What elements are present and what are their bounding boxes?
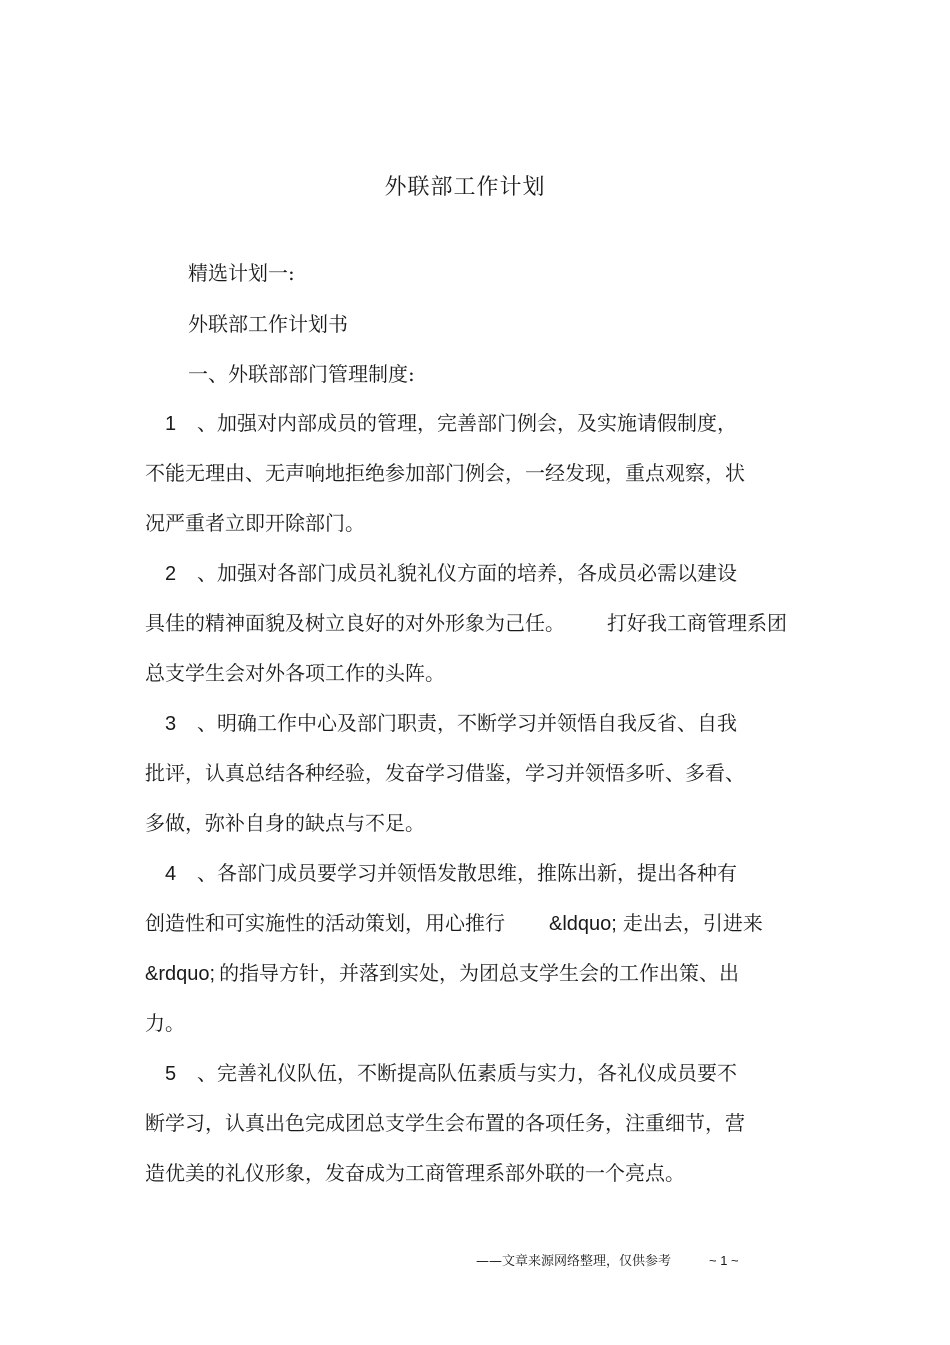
item-1-line-2: 不能无理由、无声响地拒绝参加部门例会，一经发现，重点观察，状 [145, 461, 745, 485]
item-3-line-1 [145, 708, 737, 739]
footer-source-note: ——文章来源网络整理，仅供参考 [476, 1254, 672, 1269]
item-5-text-1: 、完善礼仪队伍，不断提高队伍素质与实力，各礼仪成员要不 [197, 1061, 737, 1085]
item-4-line-1 [145, 858, 737, 889]
section-heading: 一、外联部部门管理制度: [188, 362, 415, 386]
subtitle-plan-book: 外联部工作计划书 [188, 312, 348, 336]
item-2-line-2 [145, 608, 787, 638]
item-5-line-3: 造优美的礼仪形象，发奋成为工商管理系部外联的一个亮点。 [145, 1161, 685, 1185]
item-2-line-3: 总支学生会对外各项工作的头阵。 [145, 661, 445, 685]
item-4-line-4: 力。 [145, 1011, 185, 1035]
item-2-text-2b: 打好我工商管理系团 [607, 611, 787, 635]
subtitle-selected-plan: 精选计划一: [188, 261, 295, 285]
item-3-text-1: 、明确工作中心及部门职责，不断学习并领悟自我反省、自我 [197, 711, 737, 735]
item-1-text-1: 、加强对内部成员的管理，完善部门例会，及实施请假制度， [197, 411, 737, 435]
item-4-rdquo-entity: &rdquo; [145, 963, 216, 985]
item-4-line-3 [145, 958, 739, 989]
item-1-number: 1 [165, 413, 177, 435]
item-2-number: 2 [165, 563, 177, 585]
item-5-number: 5 [165, 1063, 177, 1085]
item-4-text-2b: 走出去，引进来 [622, 911, 763, 935]
item-3-line-3: 多做，弥补自身的缺点与不足。 [145, 811, 425, 835]
document-title: 外联部工作计划 [384, 175, 546, 200]
item-5-line-1 [145, 1058, 737, 1089]
item-1-line-1 [145, 408, 737, 439]
item-3-number: 3 [165, 713, 177, 735]
page-footer [476, 1250, 739, 1269]
item-4-text-1: 、各部门成员要学习并领悟发散思维，推陈出新，提出各种有 [197, 861, 737, 885]
item-2-text-2a: 具佳的精神面貌及树立良好的对外形象为己任。 [145, 611, 565, 635]
page-number: ~ 1 ~ [709, 1253, 739, 1268]
item-4-text-2a: 创造性和可实施性的活动策划，用心推行 [145, 911, 505, 935]
item-4-line-2 [145, 908, 763, 939]
item-4-text-3: 的指导方针，并落到实处，为团总支学生会的工作出策、出 [219, 961, 740, 985]
item-1-line-3: 况严重者立即开除部门。 [145, 511, 365, 535]
item-2-line-1 [145, 558, 737, 589]
item-2-text-1: 、加强对各部门成员礼貌礼仪方面的培养，各成员必需以建设 [197, 561, 737, 585]
item-5-line-2: 断学习，认真出色完成团总支学生会布置的各项任务，注重细节，营 [145, 1111, 745, 1135]
item-4-ldquo-entity: &ldquo; [549, 913, 617, 935]
item-3-line-2: 批评，认真总结各种经验，发奋学习借鉴，学习并领悟多听、多看、 [145, 761, 745, 785]
item-4-number: 4 [165, 863, 177, 885]
